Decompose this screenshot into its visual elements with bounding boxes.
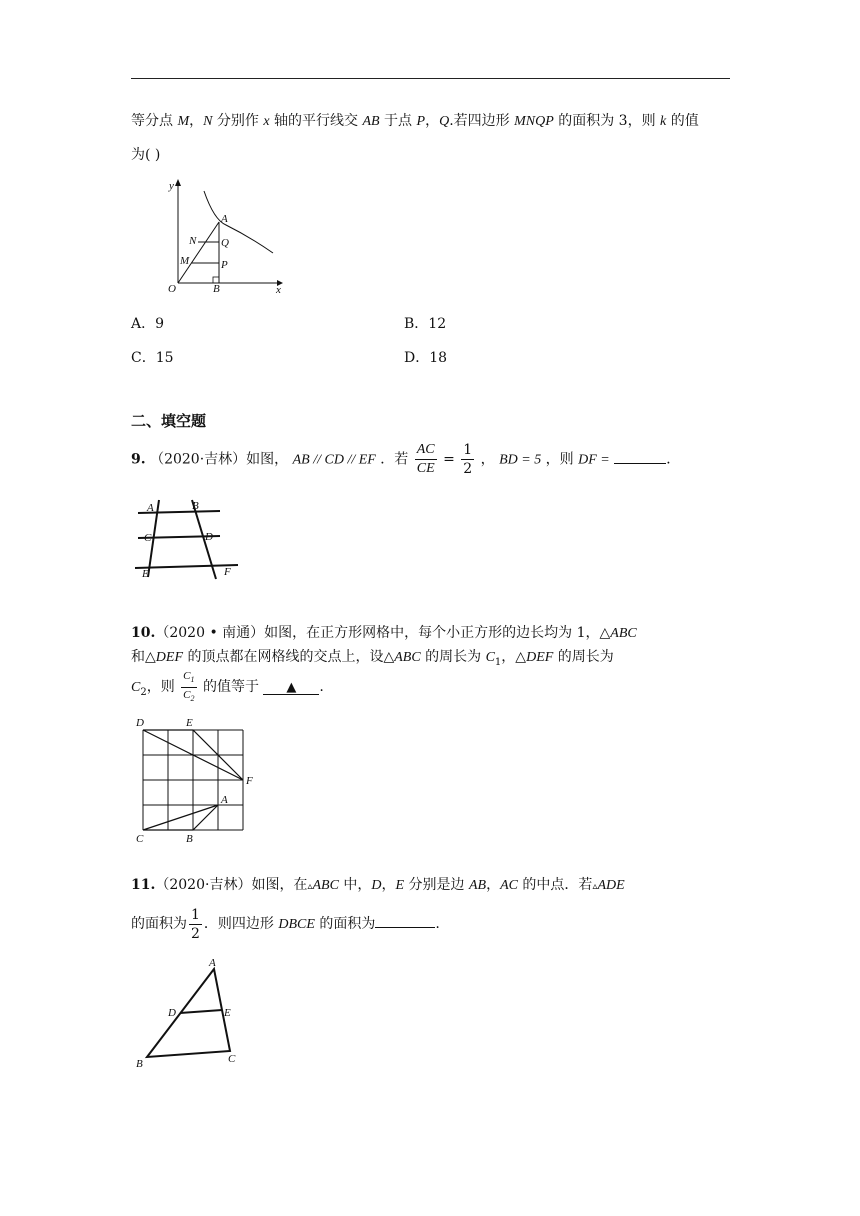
label-A: A: [221, 213, 228, 225]
line-OA: [178, 222, 219, 283]
q10-grid-figure: [130, 714, 260, 849]
label-F: F: [224, 566, 231, 578]
text: 的周长为: [420, 649, 486, 665]
denominator: 2: [191, 925, 200, 942]
text: ．: [666, 451, 681, 468]
text: ．若: [380, 451, 409, 468]
fraction-c1-c2: [181, 671, 196, 702]
answer-blank[interactable]: [614, 449, 666, 464]
denominator: 2: [463, 461, 473, 477]
option-d: D．18: [404, 350, 448, 366]
grid-lines: [143, 730, 243, 830]
label-C: C: [136, 833, 144, 845]
var: k: [660, 114, 667, 129]
text: ，△: [501, 649, 527, 665]
triangle-symbol: ▵: [592, 881, 598, 892]
subscript: 2: [140, 686, 147, 698]
q9-text: [131, 443, 680, 476]
text: 的面积为 3，则: [553, 113, 661, 129]
triangle-icon: ▲: [286, 680, 297, 695]
label-D: D: [205, 531, 213, 543]
label-x: x: [276, 284, 281, 295]
text: 轴的平行线交: [269, 113, 363, 129]
hyperbola-curve: [204, 191, 273, 253]
fraction-ac-ce: [415, 443, 437, 476]
text: 中，: [338, 877, 372, 893]
text: ，: [486, 877, 501, 893]
var: C: [183, 670, 191, 683]
numerator: AC: [415, 443, 437, 460]
label-E: E: [142, 568, 149, 580]
var: C: [183, 688, 191, 701]
var: D: [371, 878, 382, 893]
question-number: 11.: [131, 877, 156, 893]
q11-text-line2: [131, 906, 440, 943]
var: DBCE: [278, 917, 315, 932]
text: 的面积为: [131, 916, 187, 932]
label-B: B: [136, 1058, 143, 1070]
denominator: CE: [416, 461, 435, 476]
q10-text-line3: [131, 670, 324, 710]
text: 的中点．若: [517, 877, 593, 893]
var: ABC: [610, 626, 637, 641]
label-E: E: [224, 1007, 231, 1019]
q11-figure: [130, 955, 250, 1073]
text: ．则四边形: [203, 916, 279, 932]
text: ，: [381, 877, 396, 893]
text: ，则: [146, 679, 175, 695]
section-title: 二、填空题: [131, 412, 207, 430]
label-Q: Q: [221, 237, 229, 249]
question-number: 10.: [131, 625, 156, 641]
subscript: 1: [494, 656, 502, 668]
text: ，则: [545, 451, 574, 468]
var: AB: [468, 878, 487, 893]
var: AB: [362, 114, 380, 129]
text: .: [435, 916, 440, 932]
var: Q: [439, 114, 450, 129]
var: DEF: [155, 650, 183, 665]
text: 的周长为: [553, 649, 614, 665]
numerator: [181, 671, 196, 687]
option-c: C．15: [131, 350, 174, 366]
text: 和△: [131, 649, 156, 665]
answer-blank[interactable]: [375, 913, 435, 928]
math: BD = 5: [499, 452, 542, 468]
text: 等分点: [131, 113, 178, 129]
label-F: F: [246, 775, 253, 787]
label-B: B: [192, 500, 199, 512]
text: 的值等于: [202, 679, 259, 695]
var: C: [131, 680, 141, 695]
text: 的值: [666, 113, 699, 129]
triangle-symbol: ▵: [307, 881, 313, 892]
equals: =: [443, 451, 455, 468]
fraction-half: [189, 908, 202, 941]
fraction-half: [461, 443, 474, 476]
math: AB // CD // EF: [292, 452, 376, 468]
label-E: E: [186, 717, 193, 729]
text: 分别作: [212, 113, 264, 129]
label-D: D: [168, 1007, 176, 1019]
denominator: [181, 688, 196, 703]
numerator: 1: [463, 442, 473, 458]
text: .若四边形: [449, 113, 515, 129]
subscript: 1: [190, 675, 195, 685]
var: ADE: [597, 878, 625, 893]
var: DEF: [526, 650, 554, 665]
text: ，: [189, 113, 204, 129]
label-A: A: [209, 957, 216, 969]
label-B: B: [213, 283, 220, 295]
q10-text-line2: [131, 647, 614, 673]
triangle-ABC: [143, 805, 218, 830]
label-D: D: [136, 717, 144, 729]
label-y: y: [169, 180, 174, 192]
var: x: [263, 114, 270, 129]
text: 的面积为: [314, 916, 376, 932]
var: C: [485, 650, 495, 665]
label-A: A: [221, 794, 228, 806]
var: M: [177, 114, 190, 129]
option-a: A．9: [131, 316, 165, 332]
text: （2020·吉林）如图，在: [155, 877, 308, 893]
label-C: C: [228, 1053, 236, 1065]
text: 分别是边: [404, 877, 469, 893]
label-N: N: [189, 235, 197, 247]
q9-figure: [130, 495, 240, 585]
var: P: [416, 114, 426, 129]
var: ABC: [394, 650, 421, 665]
label-P: P: [221, 259, 228, 271]
label-A: A: [147, 502, 154, 514]
text: ，: [480, 451, 495, 468]
label-C: C: [144, 532, 152, 544]
text: 于点: [379, 113, 417, 129]
q11-text-line1: [131, 875, 625, 897]
option-b: B．12: [404, 316, 447, 332]
question-number: 9.: [131, 451, 146, 468]
math: DF =: [578, 452, 610, 468]
answer-blank[interactable]: [263, 680, 319, 695]
var: N: [203, 114, 213, 129]
text: ，: [425, 113, 440, 129]
segment-DE: [180, 1010, 222, 1013]
var: E: [395, 878, 405, 893]
label-B: B: [186, 833, 193, 845]
text: .: [319, 679, 324, 695]
numerator: 1: [191, 906, 200, 923]
label-M: M: [180, 255, 190, 267]
label-O: O: [168, 283, 176, 295]
q8-figure: [160, 175, 285, 295]
var: MNQP: [514, 114, 554, 129]
var: AC: [500, 878, 518, 893]
text: （2020 • 南通）如图，在正方形网格中，每个小正方形的边长均为 1，△: [155, 625, 611, 641]
subscript: 2: [190, 693, 195, 703]
text: 的顶点都在网格线的交点上，设△: [183, 649, 395, 665]
y-arrow-icon: [175, 179, 181, 186]
header-rule: [131, 78, 730, 79]
q10-text-line1: [131, 623, 637, 644]
q8-text-line1: [131, 111, 699, 132]
var: ABC: [312, 878, 339, 893]
q8-text-line2: 为( ): [131, 147, 161, 163]
text: （2020·吉林）如图，: [150, 451, 289, 468]
